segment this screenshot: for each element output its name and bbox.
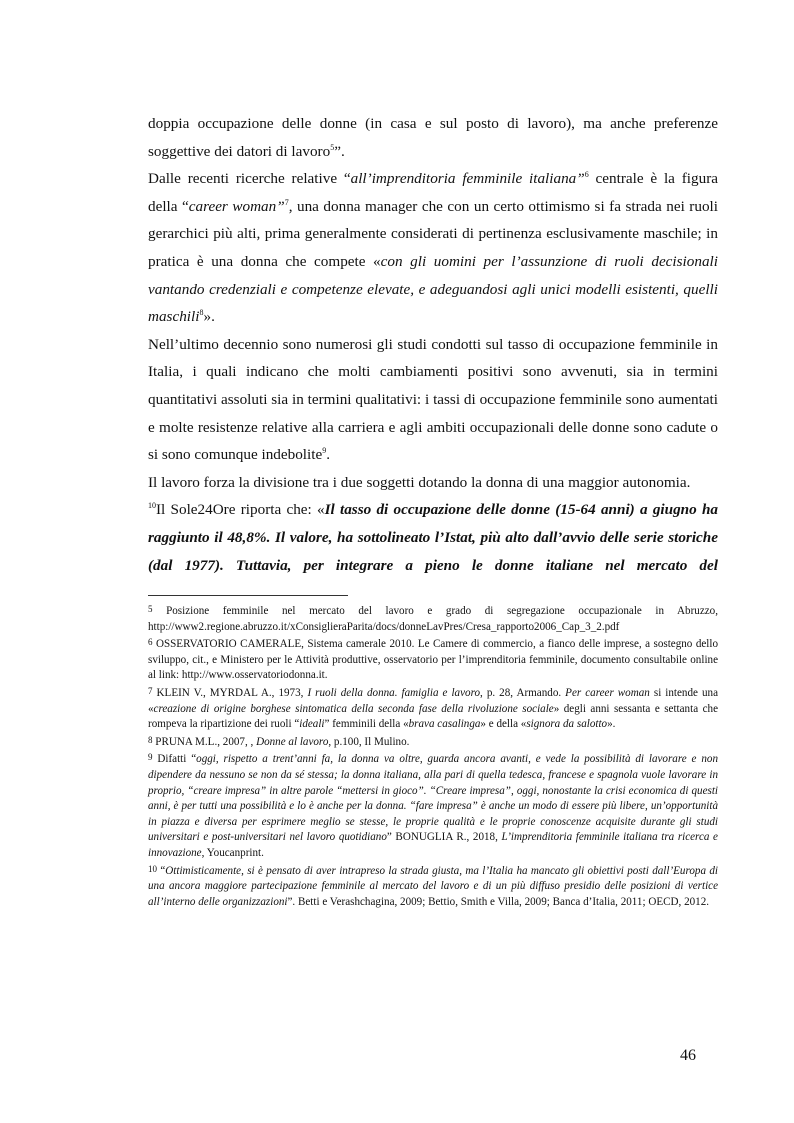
footnote-ref-10[interactable]: 10 bbox=[148, 501, 156, 511]
footnote-5 bbox=[148, 602, 718, 635]
text-run: , Youcanprint. bbox=[201, 846, 264, 859]
footnote-number: 6 bbox=[148, 637, 153, 648]
italic-run: all’imprenditoria femminile italiana” bbox=[350, 170, 585, 188]
footnote-10 bbox=[148, 862, 718, 911]
text-run: ” BONUGLIA R., 2018, bbox=[386, 831, 502, 844]
text-run: . bbox=[326, 446, 331, 464]
text-run: PRUNA M.L., 2007, , bbox=[152, 735, 257, 748]
text-run: doppia occupazione delle donne (in casa e sul posto di lavoro), ma anche preferenze soggettive dei datori di lavoro bbox=[148, 115, 718, 160]
footnote-separator bbox=[148, 595, 348, 596]
italic-run: signora da salotto bbox=[526, 718, 608, 731]
text-run: centrale è la figura della “ bbox=[148, 170, 718, 215]
footnote-number: 8 bbox=[148, 734, 153, 745]
paragraph-3 bbox=[148, 331, 718, 469]
italic-run: ideali bbox=[299, 718, 325, 731]
text-run: ». bbox=[607, 718, 616, 731]
paragraph-5 bbox=[148, 496, 718, 579]
footnote-ref-9[interactable]: 9 bbox=[322, 446, 327, 456]
text-run: Il Sole24Ore riporta che: « bbox=[156, 501, 325, 519]
text-run: Posizione femminile nel mercato del lavoro e grado di segregazione occupazionale in Abruzzo, http://www2.regione.abruzzo.it/xConsiglieraParita/docs/donneLavPres/Cresa_rapporto2006_Cap_3_2.pdf bbox=[148, 605, 718, 633]
text-run: , p.100, Il Mulino. bbox=[328, 735, 410, 748]
text-run: Il lavoro forza la divisione tra i due soggetti dotando la donna di una maggior autonomia. bbox=[148, 473, 691, 491]
paragraph-4 bbox=[148, 469, 718, 497]
italic-run: Ottimisticamente, si è pensato di aver intrapreso la strada giusta, ma l’Italia ha mancato gli obiettivi posti dall’Europa di una ancora maggiore partecipazione femminile al mercato del lavoro e di un più diffuso presidio delle posizioni di vertice all’interno delle organizzazioni bbox=[148, 864, 719, 908]
italic-run: brava casalinga bbox=[408, 718, 481, 731]
footnotes bbox=[148, 602, 718, 910]
text-run: ”. Betti e Verashchagina, 2009; Bettio, Smith e Villa, 2009; Banca d’Italia, 2011; OECD, 2012. bbox=[287, 895, 710, 908]
italic-run: Donne al lavoro bbox=[256, 735, 329, 748]
text-run: OSSERVATORIO CAMERALE, Sistema camerale 2010. Le Camere di commercio, a fianco delle imprese, a sostegno dello sviluppo, cit., e Ministero per le Attività produttive, osservatorio per l’imprenditoria femminile, documento consultabile online al link: http://www.osservatoriodonna.it. bbox=[148, 638, 718, 682]
footnote-number: 9 bbox=[148, 752, 153, 763]
footnote-number: 5 bbox=[148, 604, 153, 614]
page-number: 46 bbox=[680, 1047, 696, 1064]
italic-run: I ruoli della donna. famiglia e lavoro bbox=[307, 686, 481, 699]
text-run: KLEIN V., MYRDAL A., 1973, bbox=[152, 686, 308, 699]
text-run: , p. 28, Armando. bbox=[480, 686, 566, 699]
paragraph-1 bbox=[148, 110, 718, 165]
footnote-ref-5[interactable]: 5 bbox=[330, 142, 335, 152]
footnote-ref-6[interactable]: 6 bbox=[584, 170, 589, 180]
footnote-ref-7[interactable]: 7 bbox=[284, 197, 289, 207]
text-run: si intende una « bbox=[148, 686, 718, 715]
text-run: Difatti “ bbox=[152, 753, 197, 766]
italic-run: L’imprenditoria femminile italiana tra ricerca e innovazione bbox=[148, 831, 718, 859]
footnote-8 bbox=[148, 733, 718, 751]
main-text bbox=[148, 110, 718, 579]
bold-italic-quote: Il tasso di occupazione delle donne (15-64 anni) a giugno ha raggiunto il 48,8%. Il valore, ha sottolineato l’Istat, più alto dall’avvio delle serie storiche (dal 1977). Tuttavia, per integrare a pieno le donne italiane nel mercato del bbox=[148, 501, 718, 574]
footnote-number: 10 bbox=[148, 863, 157, 874]
text-run: » degli anni sessanta e settanta che rompeva la ripartizione dei ruoli “ bbox=[148, 702, 718, 731]
text-run: , una donna manager che con un certo ottimismo si fa strada nei ruoli gerarchici più alti, prima generalmente considerati di pertinenza esclusivamente maschile; in pratica è una donna che compete « bbox=[148, 197, 718, 270]
footnote-9 bbox=[148, 750, 718, 861]
paragraph-2 bbox=[148, 165, 718, 331]
italic-run: oggi, rispetto a trent’anni fa, la donna va oltre, guarda ancora avanti, e vede la possibilità di lavorare e non dipendere da nessuno se non da sé stessa; la donna italiana, alla pari di quella tedesca, francese e spagnola vuole lavorare in proprio, “creare impresa” in altre parole “mettersi in gioco”. “Creare impresa”, oggi, nonostante la crisi economica di questi anni, è per tutti una possibilità e lo è anche per la donna. “fare impresa” è anche un modo di essere più libere, un’opportunità in piazza e diversa per esprimere meglio se stesse, le proprie qualità e le proprie conoscenze acquisite durante gli studi universitari e post-universitari nel lavoro quotidiano bbox=[148, 753, 718, 844]
text-run: ”. bbox=[334, 142, 345, 160]
italic-run: creazione di origine borghese sintomatica della seconda fase della rivoluzione sociale bbox=[153, 702, 554, 715]
italic-run: career woman” bbox=[188, 197, 285, 215]
footnote-ref-8[interactable]: 8 bbox=[199, 308, 204, 318]
text-run: ” femminili della « bbox=[324, 718, 409, 731]
text-run: ». bbox=[203, 308, 215, 326]
text-run: » e della « bbox=[480, 718, 527, 731]
footnote-6 bbox=[148, 635, 718, 684]
text-run: “ bbox=[157, 864, 166, 877]
footnote-7 bbox=[148, 684, 718, 733]
italic-run: Per career woman bbox=[565, 686, 650, 699]
italic-run: con gli uomini per l’assunzione di ruoli decisionali vantando credenziali e competenze elevate, e adeguandosi agli unici modelli esistenti, quelli maschili bbox=[148, 252, 718, 326]
text-run: Nell’ultimo decennio sono numerosi gli studi condotti sul tasso di occupazione femminile in Italia, i quali indicano che molti cambiamenti positivi sono avvenuti, sia in termini quantitativi assoluti sia in termini qualitativi: i tassi di occupazione femminile sono aumentati e molte resistenze relative alla carriera e agli ambiti occupazionali delle donne sono cadute o si sono comunque indebolite bbox=[148, 335, 718, 464]
footnote-number: 7 bbox=[148, 685, 153, 696]
text-run: Dalle recenti ricerche relative “ bbox=[148, 170, 351, 188]
